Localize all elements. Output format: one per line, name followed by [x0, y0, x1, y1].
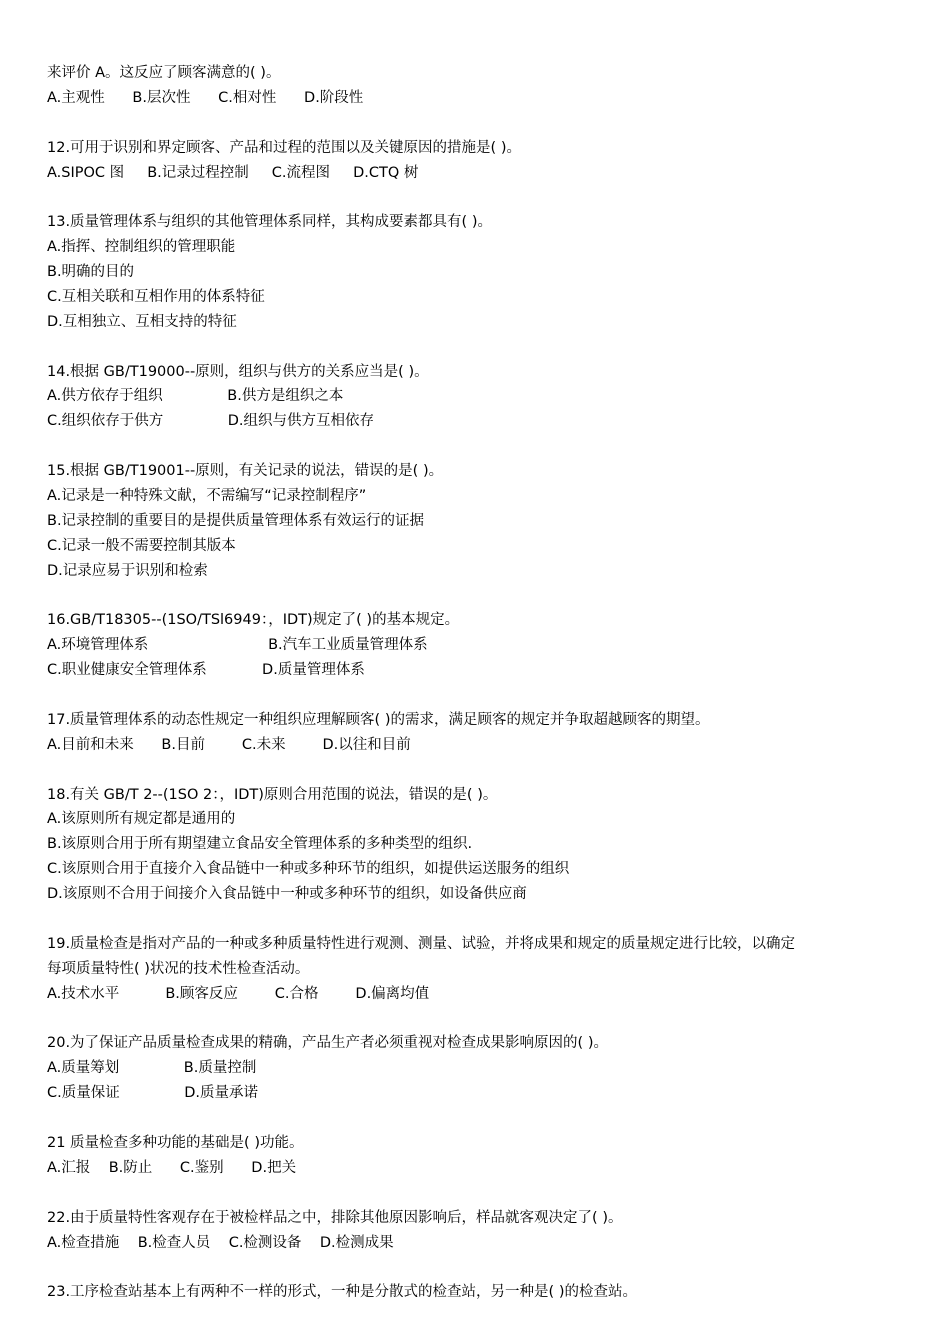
text-line: 18.有关 GB/T 2--(1SO 2：，IDT)原则合用范围的说法，错误的是( )。 [47, 787, 498, 803]
text-line: 每项质量特性( )状况的技术性检查活动。 [47, 961, 310, 977]
text-line: C.质量保证 D.质量承诺 [47, 1085, 259, 1101]
text-line: A.该原则所有规定都是通用的 [47, 811, 236, 827]
text-line: A.记录是一种特殊文献，不需编写“记录控制程序” [47, 488, 367, 504]
text-line: A.供方依存于组织 B.供方是组织之本 [47, 388, 344, 404]
text-line: C.组织依存于供方 D.组织与供方互相依存 [47, 413, 375, 429]
text-line: A.技术水平 B.顾客反应 C.合格 D.偏离均值 [47, 986, 430, 1002]
text-line: 13.质量管理体系与组织的其他管理体系同样，其构成要素都具有( )。 [47, 214, 492, 230]
text-line: A.主观性 B.层次性 C.相对性 D.阶段性 [47, 90, 364, 106]
text-line: B.记录控制的重要目的是提供质量管理体系有效运行的证据 [47, 513, 425, 529]
text-line: B.该原则合用于所有期望建立食品安全管理体系的多种类型的组织. [47, 836, 473, 852]
text-line: C.该原则合用于直接介入食品链中一种或多种环节的组织，如提供运送服务的组织 [47, 861, 570, 877]
text-line: D.记录应易于识别和检索 [47, 563, 208, 579]
text-line: A.指挥、控制组织的管理职能 [47, 239, 236, 255]
text-line: 来评价 A。这反应了顾客满意的( )。 [47, 65, 281, 81]
text-line: 12.可用于识别和界定顾客、产品和过程的范围以及关键原因的措施是( )。 [47, 140, 521, 156]
text-line: 20.为了保证产品质量检查成果的精确，产品生产者必须重视对检查成果影响原因的( )。 [47, 1035, 608, 1051]
text-line: 19.质量检查是指对产品的一种或多种质量特性进行观测、测量、试验，并将成果和规定的质量规定进行比较，以确定 [47, 936, 796, 952]
text-line: C.互相关联和互相作用的体系特征 [47, 289, 265, 305]
text-line: A.检查措施 B.检查人员 C.检测设备 D.检测成果 [47, 1235, 394, 1251]
text-line: C.职业健康安全管理体系 D.质量管理体系 [47, 662, 365, 678]
text-line: 16.GB/T18305--(1SO/TSl6949：，IDT)规定了( )的基本规定。 [47, 612, 460, 628]
text-line: A.质量筹划 B.质量控制 [47, 1060, 257, 1076]
text-line: 23.工序检查站基本上有两种不一样的形式，一种是分散式的检查站，另一种是( )的检查站。 [47, 1284, 637, 1300]
text-line: C.记录一般不需要控制其版本 [47, 538, 236, 554]
text-line: 21 质量检查多种功能的基础是( )功能。 [47, 1135, 304, 1151]
text-line: A.环境管理体系 B.汽车工业质量管理体系 [47, 637, 428, 653]
text-line: D.互相独立、互相支持的特征 [47, 314, 237, 330]
text-line: A.SIPOC 图 B.记录过程控制 C.流程图 D.CTQ 树 [47, 165, 419, 181]
text-line: D.该原则不合用于间接介入食品链中一种或多种环节的组织，如设备供应商 [47, 886, 527, 902]
text-line: A.目前和未来 B.目前 C.未来 D.以往和目前 [47, 737, 411, 753]
text-line: B.明确的目的 [47, 264, 135, 280]
text-line: 15.根据 GB/T19001--原则，有关记录的说法，错误的是( )。 [47, 463, 444, 479]
text-line: A.汇报 B.防止 C.鉴别 D.把关 [47, 1160, 297, 1176]
text-line: 17.质量管理体系的动态性规定一种组织应理解顾客( )的需求，满足顾客的规定并争取超越顾客的期望。 [47, 712, 710, 728]
text-line: 14.根据 GB/T19000--原则，组织与供方的关系应当是( )。 [47, 364, 429, 380]
text-line: 22.由于质量特性客观存在于被检样品之中，排除其他原因影响后，样品就客观决定了( )。 [47, 1210, 623, 1226]
